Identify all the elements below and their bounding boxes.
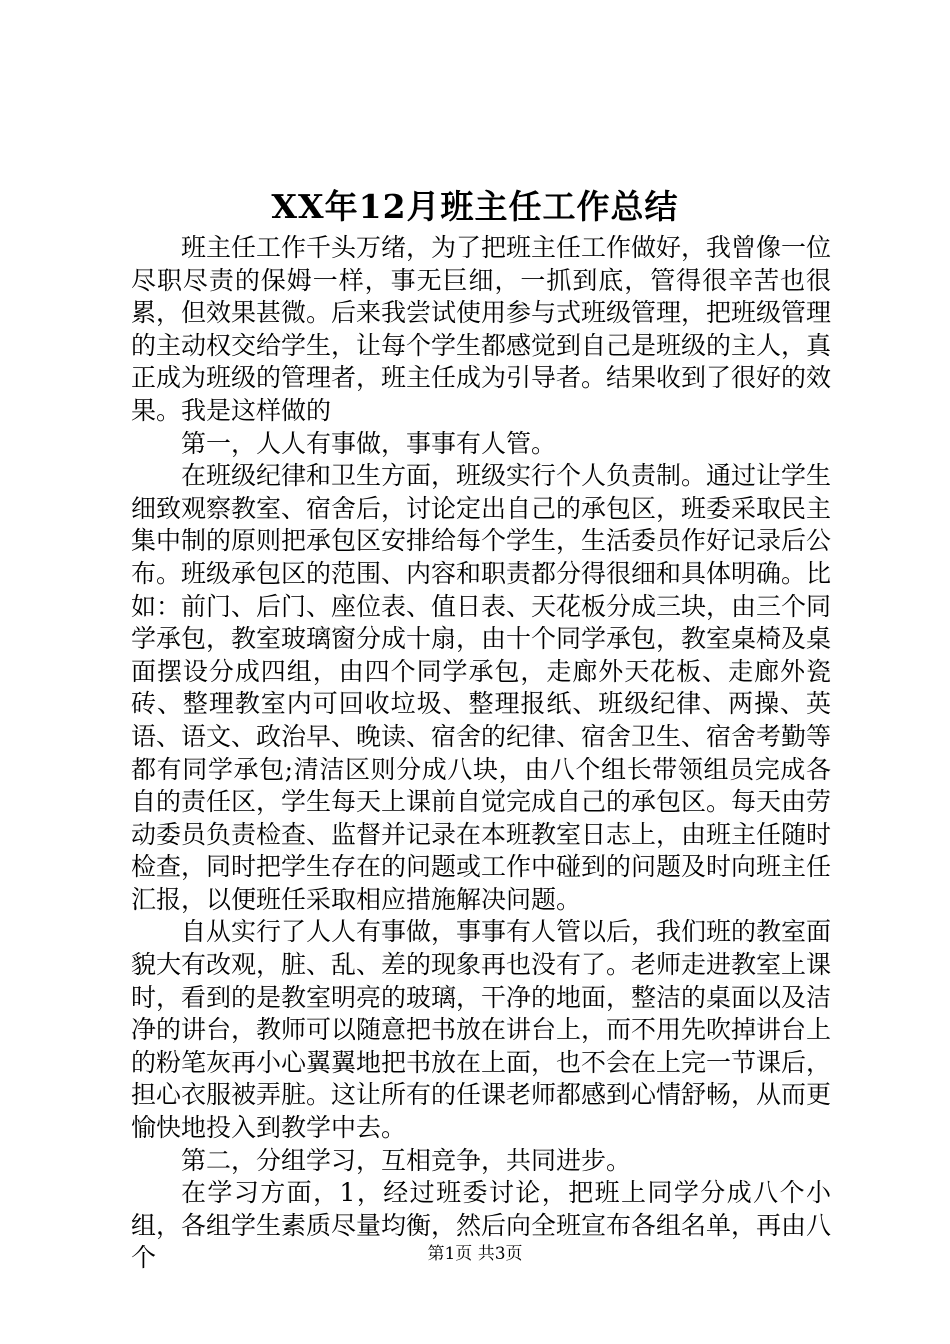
paragraph: 第一，人人有事做，事事有人管。 [181, 428, 557, 458]
page-number-footer: 第1页 共3页 [427, 1244, 523, 1264]
document-body [131, 232, 831, 1275]
paragraph: 班主任工作千头万绪，为了把班主任工作做好，我曾像一位尽职尽责的保姆一样，事无巨细，一抓到底，管得很辛苦也很累，但效果甚微。后来我尝试使用参与式班级管理，把班级管理的主动权交给学生，让每个学生都感觉到自己是班级的主人，真正成为班级的管理者，班主任成为引导者。结果收到了很好的效果。我是这样做的 [131, 233, 832, 425]
paragraph: 在学习方面，1，经过班委讨论，把班上同学分成八个小组，各组学生素质尽量均衡，然后向全班宣布各组名单，再由八个 [131, 1178, 832, 1273]
paragraph: 第二，分组学习，互相竞争，共同进步。 [181, 1145, 632, 1175]
paragraph: 在班级纪律和卫生方面，班级实行个人负责制。通过让学生细致观察教室、宿舍后，讨论定出自己的承包区，班委采取民主集中制的原则把承包区安排给每个学生，生活委员作好记录后公布。班级承包区的范围、内容和职责都分得很细和具体明确。比如：前门、后门、座位表、值日表、天花板分成三块，由三个同学承包，教室玻璃窗分成十扇，由十个同学承包，教室桌椅及桌面摆设分成四组，由四个同学承包，走廊外天花板、走廊外瓷砖、整理教室内可回收垃圾、整理报纸、班级纪律、两操、英语、语文、政治早、晚读、宿舍的纪律、宿舍卫生、宿舍考勤等都有同学承包;清洁区则分成八块，由八个组长带领组员完成各自的责任区，学生每天上课前自觉完成自己的承包区。每天由劳动委员负责检查、监督并记录在本班教室日志上，由班主任随时检查，同时把学生存在的问题或工作中碰到的问题及时向班主任汇报，以便班任采取相应措施解决问题。 [131, 461, 832, 914]
paragraph: 自从实行了人人有事做，事事有人管以后，我们班的教室面貌大有改观，脏、乱、差的现象再也没有了。老师走进教室上课时，看到的是教室明亮的玻璃，干净的地面，整洁的桌面以及洁净的讲台，教师可以随意把书放在讲台上，而不用先吹掉讲台上的粉笔灰再小心翼翼地把书放在上面，也不会在上完一节课后，担心衣服被弄脏。这让所有的任课老师都感到心情舒畅，从而更愉快地投入到教学中去。 [131, 917, 832, 1143]
document-title: XX年12月班主任工作总结 [271, 187, 679, 226]
